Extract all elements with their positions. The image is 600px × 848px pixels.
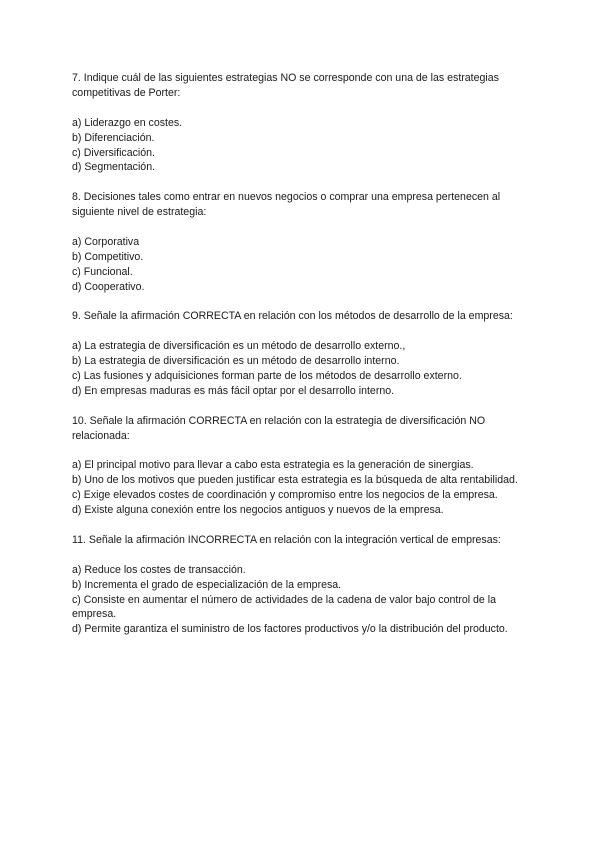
option-d: d) Cooperativo.: [72, 280, 145, 293]
option-list: [72, 458, 526, 518]
option-list: [72, 563, 526, 638]
question-text: 8. Decisiones tales como entrar en nuevos negocios o comprar una empresa pertenecen al siguiente nivel de estrategia:: [72, 191, 501, 219]
option-list: [72, 235, 526, 295]
option-c: c) Diversificación.: [72, 146, 156, 159]
option-b: b) Competitivo.: [72, 250, 144, 263]
question-9: [72, 309, 526, 398]
option-a: a) La estrategia de diversificación es un método de desarrollo externo.,: [72, 340, 406, 353]
option-a: a) Corporativa: [72, 235, 140, 248]
option-list: [72, 339, 526, 399]
option-d: d) Segmentación.: [72, 161, 156, 174]
option-b: b) Diferenciación.: [72, 131, 155, 144]
option-b: b) Uno de los motivos que pueden justificar esta estrategia es la búsqueda de alta rentabilidad.: [72, 474, 518, 487]
question-text: 11. Señale la afirmación INCORRECTA en relación con la integración vertical de empresas:: [72, 533, 501, 546]
question-8: [72, 190, 526, 294]
option-c: c) Funcional.: [72, 265, 133, 278]
option-b: b) La estrategia de diversificación es un método de desarrollo interno.: [72, 355, 400, 368]
question-11: [72, 533, 526, 637]
option-d: d) En empresas maduras es más fácil optar por el desarrollo interno.: [72, 384, 395, 397]
question-text: 7. Indique cuál de las siguientes estrategias NO se corresponde con una de las estrategias competitivas de Porter:: [72, 72, 499, 99]
question-text: 9. Señale la afirmación CORRECTA en relación con los métodos de desarrollo de la empresa:: [72, 310, 513, 323]
option-c: c) Exige elevados costes de coordinación y compromiso entre los negocios de la empresa.: [72, 489, 498, 502]
option-a: a) Liderazgo en costes.: [72, 116, 183, 129]
question-text: 10. Señale la afirmación CORRECTA en relación con la estrategia de diversificación NO relacionada:: [72, 414, 486, 442]
option-c: c) Consiste en aumentar el número de actividades de la cadena de valor bajo control de la empresa.: [72, 593, 497, 621]
question-7: [72, 71, 526, 175]
option-a: a) El principal motivo para llevar a cabo esta estrategia es la generación de sinergias.: [72, 459, 474, 472]
option-c: c) Las fusiones y adquisiciones forman parte de los métodos de desarrollo externo.: [72, 370, 462, 383]
question-10: [72, 414, 526, 518]
option-list: [72, 116, 526, 176]
option-b: b) Incrementa el grado de especialización de la empresa.: [72, 578, 342, 591]
option-a: a) Reduce los costes de transacción.: [72, 563, 246, 576]
option-d: d) Existe alguna conexión entre los negocios antiguos y nuevos de la empresa.: [72, 504, 444, 517]
option-d: d) Permite garantiza el suministro de los factores productivos y/o la distribución del producto.: [72, 623, 508, 636]
